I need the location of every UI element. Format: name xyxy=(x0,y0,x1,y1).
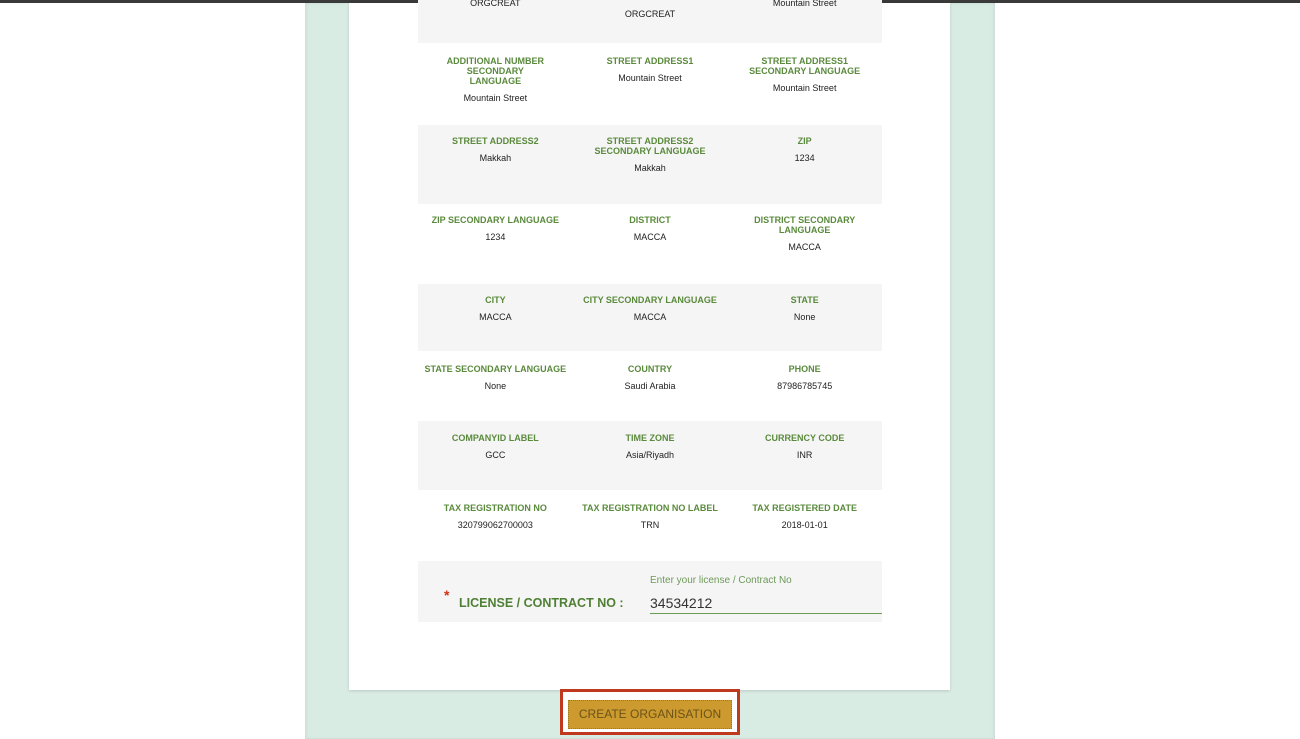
field-value: INR xyxy=(796,450,813,460)
field-label: COMPANYID LABEL xyxy=(451,433,539,443)
field-value: MACCA xyxy=(633,232,667,242)
tax-registered-date-cell xyxy=(727,503,882,553)
field-label: DISTRICT xyxy=(629,215,671,225)
field-label: TAX REGISTRATION NO xyxy=(443,503,547,513)
street-address2-cell xyxy=(418,136,573,204)
field-label: ADDITIONAL NUMBER SECONDARY LANGUAGE xyxy=(446,56,544,86)
field-label: STATE xyxy=(790,295,819,305)
country-cell xyxy=(573,364,728,420)
street-address2-secondary-cell xyxy=(573,136,728,204)
field-label: STREET ADDRESS1 SECONDARY LANGUAGE xyxy=(749,56,861,76)
field-value: GCC xyxy=(485,450,506,460)
currency-code-cell xyxy=(727,433,882,490)
required-marker: * xyxy=(444,587,450,603)
field-value: None xyxy=(484,381,507,391)
zip-cell xyxy=(727,136,882,204)
field-value: ORGCREAT xyxy=(624,9,676,19)
details-cell xyxy=(573,0,728,43)
field-label: TIME ZONE xyxy=(625,433,675,443)
license-contract-field xyxy=(650,575,882,615)
details-row xyxy=(418,503,882,553)
details-row xyxy=(418,421,882,490)
city-cell xyxy=(418,295,573,351)
license-contract-label: LICENSE / CONTRACT NO : xyxy=(459,596,624,610)
companyid-label-cell xyxy=(418,433,573,490)
field-value: Mountain Street xyxy=(463,93,528,103)
zip-secondary-cell xyxy=(418,215,573,283)
tax-registration-no-label-cell xyxy=(573,503,728,553)
field-label: STREET ADDRESS2 SECONDARY LANGUAGE xyxy=(594,136,706,156)
details-row xyxy=(418,215,882,283)
field-label: COUNTRY xyxy=(627,364,673,374)
additional-number-secondary-cell xyxy=(418,56,573,124)
tax-registration-no-cell xyxy=(418,503,573,553)
field-value: Makkah xyxy=(479,153,512,163)
field-label: CURRENCY CODE xyxy=(765,433,845,443)
phone-cell xyxy=(727,364,882,420)
field-label: CITY xyxy=(485,295,506,305)
field-value: Saudi Arabia xyxy=(624,381,676,391)
field-value: 320799062700003 xyxy=(457,520,533,530)
create-organisation-highlight xyxy=(560,689,740,735)
field-value: None xyxy=(793,312,816,322)
details-row xyxy=(418,284,882,351)
license-contract-row xyxy=(418,561,882,622)
field-label: TAX REGISTERED DATE xyxy=(752,503,858,513)
field-label: ZIP xyxy=(797,136,812,146)
field-value: Mountain Street xyxy=(772,83,837,93)
field-value: 87986785745 xyxy=(777,381,833,391)
field-label: ZIP SECONDARY LANGUAGE xyxy=(431,215,560,225)
field-value: ORGCREAT xyxy=(470,0,521,8)
state-cell xyxy=(727,295,882,351)
details-row-partial xyxy=(418,0,882,43)
state-secondary-cell xyxy=(418,364,573,420)
field-label: CITY SECONDARY LANGUAGE xyxy=(583,295,717,305)
field-value: Asia/Riyadh xyxy=(625,450,675,460)
time-zone-cell xyxy=(573,433,728,490)
field-value: Mountain Street xyxy=(772,0,837,8)
field-label: DISTRICT SECONDARY LANGUAGE xyxy=(754,215,856,235)
field-value: MACCA xyxy=(479,312,512,322)
license-contract-hint: Enter your license / Contract No xyxy=(650,575,792,586)
field-label: TAX REGISTRATION NO LABEL xyxy=(582,503,718,513)
district-cell xyxy=(573,215,728,283)
field-value: Mountain Street xyxy=(618,73,682,83)
details-cell xyxy=(727,0,882,43)
license-contract-input[interactable] xyxy=(650,593,882,614)
field-value: 1234 xyxy=(794,153,815,163)
field-label: PHONE xyxy=(788,364,821,374)
street-address1-secondary-cell xyxy=(727,56,882,124)
district-secondary-cell xyxy=(727,215,882,283)
field-value: MACCA xyxy=(633,312,667,322)
city-secondary-cell xyxy=(573,295,728,351)
field-value: 1234 xyxy=(485,232,506,242)
field-value: TRN xyxy=(640,520,660,530)
field-label: STREET ADDRESS1 xyxy=(606,56,694,66)
field-label: STREET ADDRESS2 xyxy=(451,136,539,146)
details-row xyxy=(418,56,882,124)
field-value: MACCA xyxy=(788,242,821,252)
street-address1-cell xyxy=(573,56,728,124)
field-value: 2018-01-01 xyxy=(781,520,828,530)
details-row xyxy=(418,364,882,420)
field-value: Makkah xyxy=(634,163,666,173)
field-label: STATE SECONDARY LANGUAGE xyxy=(424,364,567,374)
details-row xyxy=(418,125,882,204)
create-organisation-button[interactable]: CREATE ORGANISATION xyxy=(568,700,732,729)
details-cell xyxy=(418,0,573,43)
